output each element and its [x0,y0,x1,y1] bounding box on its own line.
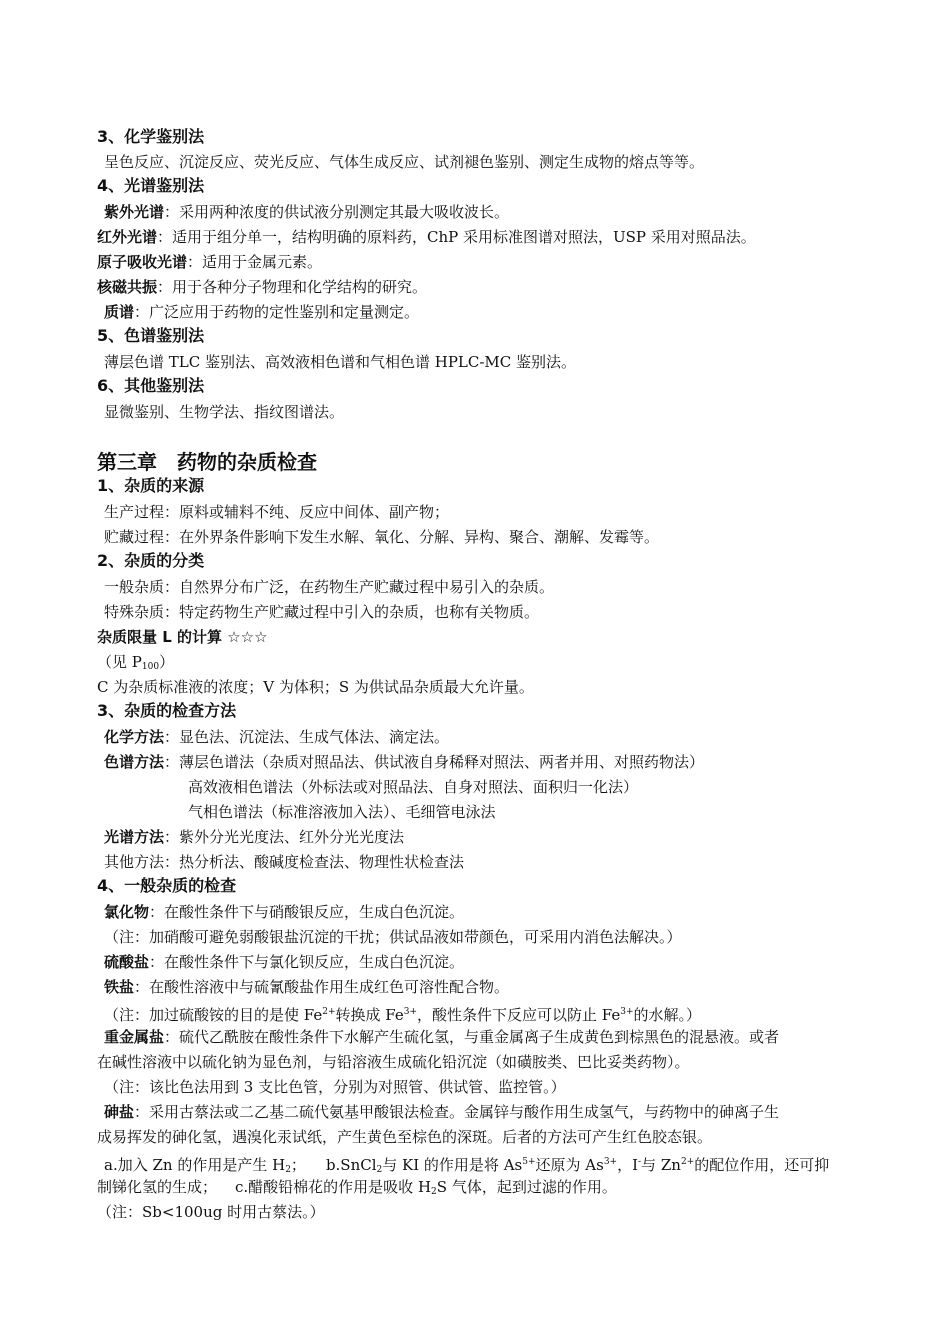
ir-text: ：适用于组分单一，结构明确的原料药，ChP 采用标准图谱对照法，USP 采用对照品法。 [157,228,756,246]
chromatographic-identification-text: 薄层色谱 TLC 鉴别法、高效液相色谱和气相色谱 HPLC-MC 鉴别法。 [104,353,577,371]
gutzeit-note: （注：Sb<100ug 时用古蔡法。） [97,1203,325,1221]
uv-spectrum-item [104,202,509,222]
uv-text: ：采用两种浓度的供试液分别测定其最大吸收波长。 [164,203,510,221]
ms-label: 质谱 [104,303,135,321]
aas-item [97,252,322,272]
impurity-source-storage: 贮藏过程：在外界条件影响下发生水解、氧化、分解、异构、聚合、潮解、发霉等。 [104,528,660,546]
nmr-label: 核磁共振 [97,278,158,296]
aas-text: ：适用于金属元素。 [187,253,323,271]
arsenic-item: 砷盐：采用古蔡法或二乙基二硫代氨基甲酸银法检查。金属锌与酸作用生成氢气，与药物中的砷离子生 [104,1103,780,1121]
arsenic-points-line2: 制锑化氢的生成； c.醋酸铅棉花的作用是吸收 $H_2S$ 气体，起到过滤的作用。 [97,1178,617,1197]
other-identification-text: 显微鉴别、生物学法、指纹图谱法。 [104,403,345,421]
impurity-source-production: 生产过程：原料或辅料不纯、反应中间体、副产物； [104,503,450,521]
impurity-limit-description: C 为杂质标准液的浓度；V 为体积；S 为供试品杂质最大允许量。 [97,678,534,696]
heading-general-impurity-tests: 4、一般杂质的检查 [97,876,237,895]
special-impurity-text: 特殊杂质：特定药物生产贮藏过程中引入的杂质，也称有关物质。 [104,603,540,621]
iron-salt-item: 铁盐：在酸性溶液中与硫氰酸盐作用生成红色可溶性配合物。 [104,978,510,996]
chloride-note: （注：加硝酸可避免弱酸银盐沉淀的干扰；供试品液如带颜色，可采用内消色法解决。） [104,928,682,946]
heading-other-identification: 6、其他鉴别法 [97,376,205,395]
heavy-metal-line2: 在碱性溶液中以硫化钠为显色剂，与铅溶液生成硫化铅沉淀（如磺胺类、巴比妥类药物）。 [97,1053,690,1071]
iron-salt-note: （注：加过硫酸铵的目的是使 $Fe^{2+}$转换成 $Fe^{3+}$，酸性条件下反应可以防止 $Fe^{3+}$的水解。） [104,1006,702,1024]
ms-text: ：广泛应用于药物的定性鉴别和定量测定。 [134,303,420,321]
heading-chromatographic-identification: 5、色谱鉴别法 [97,326,205,345]
sulfate-item: 硫酸盐：在酸性条件下与氯化钡反应，生成白色沉淀。 [104,953,465,971]
heading-chemical-identification: 3、化学鉴别法 [97,127,205,146]
arsenic-points-line: a.加入 Zn 的作用是产生 $H_2$； b.SnCl$_2$与 KI 的作用是将 $As^{5+}$还原为 $As^{3+}$，I-与 $Zn^{2+}$的配位作用，还可抑 [104,1156,830,1175]
chemical-methods-item: 化学方法：显色法、沉淀法、生成气体法、滴定法。 [104,728,450,746]
chapter-title: 第三章 药物的杂质检查 [97,450,317,474]
chloride-item: 氯化物：在酸性条件下与硝酸银反应，生成白色沉淀。 [104,903,465,921]
spectral-methods-item: 光谱方法：紫外分光光度法、红外分光光度法 [104,828,405,846]
nmr-text: ：用于各种分子物理和化学结构的研究。 [157,278,428,296]
chemical-identification-text: 呈色反应、沉淀反应、荧光反应、气体生成反应、试剂褪色鉴别、测定生成物的熔点等等。 [104,153,705,171]
heading-impurity-classification: 2、杂质的分类 [97,551,205,570]
ir-label: 红外光谱 [97,228,158,246]
gc-methods-line: 气相色谱法（标准溶液加入法）、毛细管电泳法 [188,803,496,821]
nmr-item [97,277,427,297]
chromatographic-methods-item: 色谱方法：薄层色谱法（杂质对照品法、供试液自身稀释对照法、两者并用、对照药物法） [104,753,705,771]
impurity-limit-heading: 杂质限量 L 的计算 ☆☆☆ [97,628,268,646]
other-methods-item: 其他方法：热分析法、酸碱度检查法、物理性状检查法 [104,853,465,871]
hplc-methods-line: 高效液相色谱法（外标法或对照品法、自身对照法、面积归一化法） [188,778,639,796]
heading-impurity-sources: 1、杂质的来源 [97,476,205,495]
ir-spectrum-item [97,227,756,247]
heading-impurity-test-methods: 3、杂质的检查方法 [97,701,237,720]
impurity-limit-reference: （见 $P_{100}$） [97,653,175,672]
ms-item [104,302,419,322]
heavy-metal-item: 重金属盐：硫代乙酰胺在酸性条件下水解产生硫化氢，与重金属离子生成黄色到棕黑色的混悬液。或者 [104,1028,780,1046]
general-impurity-text: 一般杂质：自然界分布广泛，在药物生产贮藏过程中易引入的杂质。 [104,578,555,596]
uv-label: 紫外光谱 [104,203,165,221]
arsenic-line2: 成易挥发的砷化氢，遇溴化汞试纸，产生黄色至棕色的深斑。后者的方法可产生红色胶态银。 [97,1128,713,1146]
heading-spectral-identification: 4、光谱鉴别法 [97,176,205,195]
heavy-metal-note: （注：该比色法用到 3 支比色管，分别为对照管、供试管、监控管。） [104,1078,566,1096]
aas-label: 原子吸收光谱 [97,253,188,271]
